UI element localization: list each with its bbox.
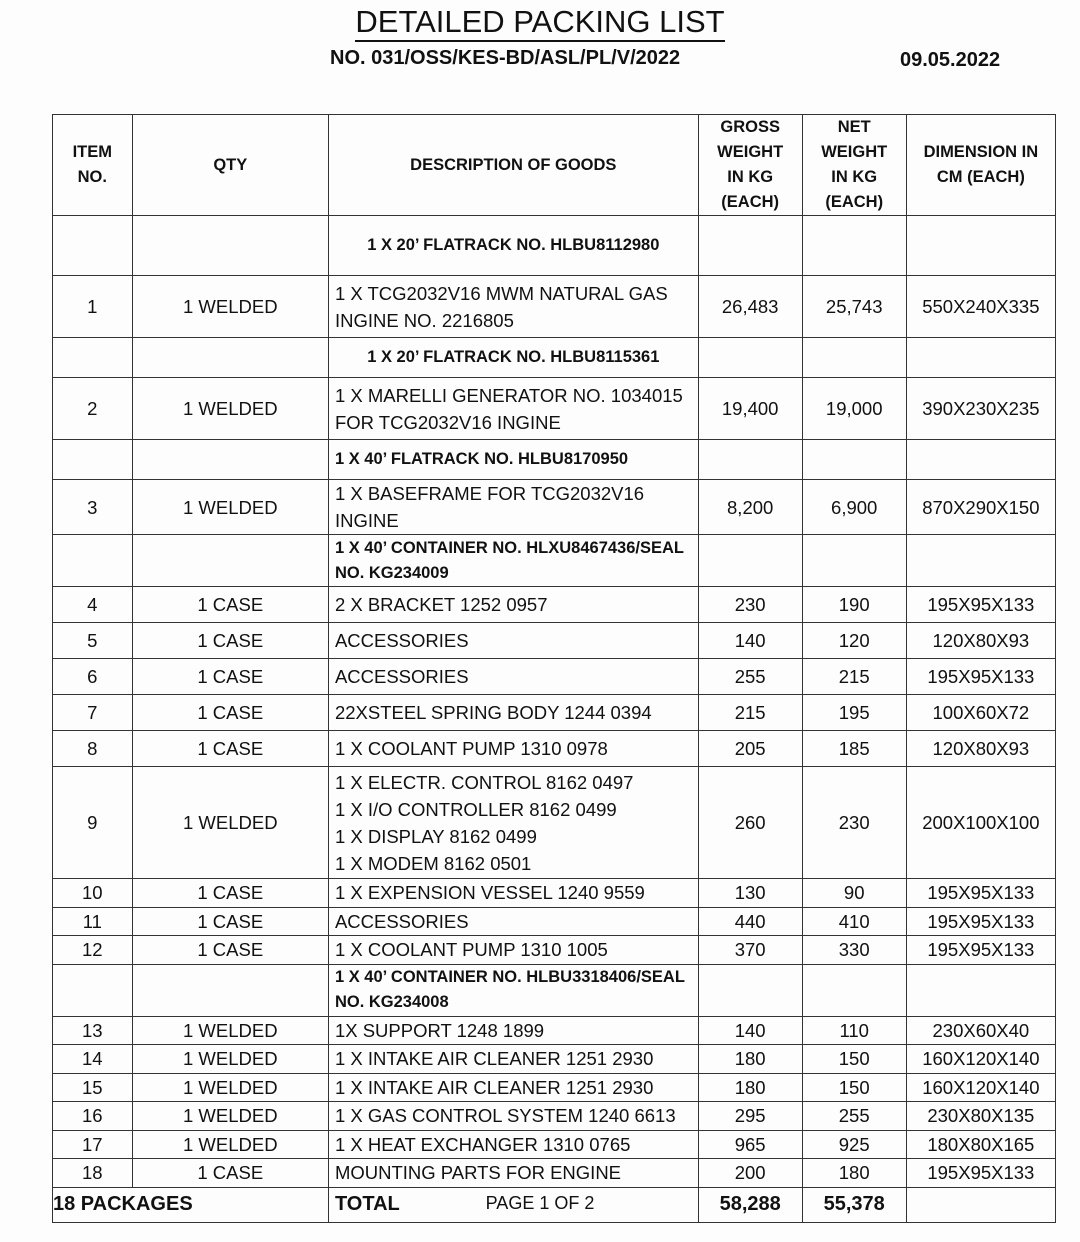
net-weight: 185 [802, 731, 906, 767]
header-dimension: DIMENSION IN CM (EACH) [906, 115, 1055, 216]
table-body [53, 216, 1056, 1223]
net-weight: 330 [802, 936, 906, 965]
gross-weight: 8,200 [698, 480, 802, 535]
dimension: 120X80X93 [906, 731, 1055, 767]
dimension: 120X80X93 [906, 623, 1055, 659]
net-weight: 110 [802, 1016, 906, 1045]
dimension: 195X95X133 [906, 879, 1055, 908]
table-row [53, 1102, 1056, 1131]
qty: 1 WELDED [132, 378, 328, 440]
description: 2 X BRACKET 1252 0957 [328, 587, 698, 623]
table-row [53, 1045, 1056, 1074]
gross-weight: 230 [698, 587, 802, 623]
item-no: 14 [53, 1045, 133, 1074]
qty: 1 WELDED [132, 1045, 328, 1074]
table-row [53, 1073, 1056, 1102]
qty: 1 WELDED [132, 480, 328, 535]
net-weight: 6,900 [802, 480, 906, 535]
table-row [53, 480, 1056, 535]
header-qty: QTY [132, 115, 328, 216]
qty: 1 WELDED [132, 276, 328, 338]
section-label: 1 X 40’ FLATRACK NO. HLBU8170950 [328, 440, 698, 480]
description: ACCESSORIES [328, 623, 698, 659]
qty: 1 CASE [132, 907, 328, 936]
item-no: 18 [53, 1159, 133, 1188]
table-row [53, 907, 1056, 936]
reference-number: NO. 031/OSS/KES-BD/ASL/PL/V/2022 [330, 47, 681, 69]
table-row [53, 695, 1056, 731]
section-label: 1 X 20’ FLATRACK NO. HLBU8112980 [328, 216, 698, 276]
gross-weight: 26,483 [698, 276, 802, 338]
gross-weight: 440 [698, 907, 802, 936]
qty: 1 WELDED [132, 1130, 328, 1159]
description: ACCESSORIES [328, 659, 698, 695]
item-no: 8 [53, 731, 133, 767]
qty: 1 CASE [132, 623, 328, 659]
item-no: 3 [53, 480, 133, 535]
header-net-weight: NET WEIGHT IN KG (EACH) [802, 115, 906, 216]
net-weight: 150 [802, 1073, 906, 1102]
section-header-row [53, 216, 1056, 276]
dimension: 160X120X140 [906, 1073, 1055, 1102]
table-row [53, 767, 1056, 879]
item-no: 15 [53, 1073, 133, 1102]
table-row [53, 936, 1056, 965]
table-row [53, 276, 1056, 338]
section-header-row [53, 535, 1056, 587]
dimension: 390X230X235 [906, 378, 1055, 440]
description: 1 X MARELLI GENERATOR NO. 1034015 FOR TCG2032V16 INGINE [328, 378, 698, 440]
header-gross-weight: GROSS WEIGHT IN KG (EACH) [698, 115, 802, 216]
net-weight: 215 [802, 659, 906, 695]
table-row [53, 1159, 1056, 1188]
dimension: 195X95X133 [906, 659, 1055, 695]
item-no: 9 [53, 767, 133, 879]
gross-weight: 370 [698, 936, 802, 965]
description: ACCESSORIES [328, 907, 698, 936]
net-weight: 410 [802, 907, 906, 936]
total-packages: 18 PACKAGES [53, 1187, 329, 1222]
table-row [53, 623, 1056, 659]
qty: 1 CASE [132, 695, 328, 731]
description: 1 X ELECTR. CONTROL 8162 0497 1 X I/O CONTROLLER 8162 0499 1 X DISPLAY 8162 0499 1 X MODEM 8162 0501 [328, 767, 698, 879]
packing-list-table [52, 114, 1056, 1223]
qty: 1 CASE [132, 731, 328, 767]
description: 1 X HEAT EXCHANGER 1310 0765 [328, 1130, 698, 1159]
dimension: 870X290X150 [906, 480, 1055, 535]
net-weight: 255 [802, 1102, 906, 1131]
qty: 1 CASE [132, 936, 328, 965]
net-weight: 180 [802, 1159, 906, 1188]
table-header-row [53, 115, 1056, 216]
description: 1 X EXPENSION VESSEL 1240 9559 [328, 879, 698, 908]
dimension: 180X80X165 [906, 1130, 1055, 1159]
item-no: 11 [53, 907, 133, 936]
item-no: 13 [53, 1016, 133, 1045]
item-no: 10 [53, 879, 133, 908]
section-label: 1 X 40’ CONTAINER NO. HLBU3318406/SEAL NO. KG234008 [328, 964, 698, 1016]
description: 1 X COOLANT PUMP 1310 0978 [328, 731, 698, 767]
description: MOUNTING PARTS FOR ENGINE [328, 1159, 698, 1188]
table-row [53, 1016, 1056, 1045]
item-no: 6 [53, 659, 133, 695]
section-header-row [53, 338, 1056, 378]
section-label: 1 X 20’ FLATRACK NO. HLBU8115361 [328, 338, 698, 378]
header-item-no: ITEM NO. [53, 115, 133, 216]
table-row [53, 587, 1056, 623]
table-row [53, 1130, 1056, 1159]
section-label: 1 X 40’ CONTAINER NO. HLXU8467436/SEAL NO. KG234009 [328, 535, 698, 587]
item-no: 12 [53, 936, 133, 965]
dimension: 160X120X140 [906, 1045, 1055, 1074]
item-no: 2 [53, 378, 133, 440]
item-no: 4 [53, 587, 133, 623]
dimension: 200X100X100 [906, 767, 1055, 879]
total-gross-weight: 58,288 [698, 1187, 802, 1222]
dimension: 550X240X335 [906, 276, 1055, 338]
gross-weight: 140 [698, 1016, 802, 1045]
net-weight: 230 [802, 767, 906, 879]
dimension: 195X95X133 [906, 1159, 1055, 1188]
dimension: 230X80X135 [906, 1102, 1055, 1131]
net-weight: 925 [802, 1130, 906, 1159]
table-row [53, 879, 1056, 908]
item-no: 16 [53, 1102, 133, 1131]
gross-weight: 260 [698, 767, 802, 879]
qty: 1 CASE [132, 879, 328, 908]
net-weight: 190 [802, 587, 906, 623]
description: 1X SUPPORT 1248 1899 [328, 1016, 698, 1045]
total-label: TOTAL [328, 1187, 698, 1222]
description: 1 X INTAKE AIR CLEANER 1251 2930 [328, 1045, 698, 1074]
qty: 1 CASE [132, 587, 328, 623]
gross-weight: 205 [698, 731, 802, 767]
dimension: 195X95X133 [906, 587, 1055, 623]
total-net-weight: 55,378 [802, 1187, 906, 1222]
item-no: 7 [53, 695, 133, 731]
dimension: 195X95X133 [906, 907, 1055, 936]
table-row [53, 378, 1056, 440]
document-date: 09.05.2022 [900, 49, 1001, 71]
item-no: 5 [53, 623, 133, 659]
description: 1 X BASEFRAME FOR TCG2032V16 INGINE [328, 480, 698, 535]
gross-weight: 295 [698, 1102, 802, 1131]
net-weight: 195 [802, 695, 906, 731]
net-weight: 19,000 [802, 378, 906, 440]
table-row [53, 731, 1056, 767]
description: 1 X TCG2032V16 MWM NATURAL GAS INGINE NO. 2216805 [328, 276, 698, 338]
gross-weight: 180 [698, 1073, 802, 1102]
qty: 1 WELDED [132, 1016, 328, 1045]
document-title: DETAILED PACKING LIST [0, 4, 1080, 42]
gross-weight: 965 [698, 1130, 802, 1159]
dimension: 195X95X133 [906, 936, 1055, 965]
dimension: 100X60X72 [906, 695, 1055, 731]
gross-weight: 140 [698, 623, 802, 659]
description: 1 X COOLANT PUMP 1310 1005 [328, 936, 698, 965]
header-description: DESCRIPTION OF GOODS [328, 115, 698, 216]
qty: 1 WELDED [132, 1102, 328, 1131]
description: 1 X INTAKE AIR CLEANER 1251 2930 [328, 1073, 698, 1102]
item-no: 17 [53, 1130, 133, 1159]
description: 22XSTEEL SPRING BODY 1244 0394 [328, 695, 698, 731]
gross-weight: 19,400 [698, 378, 802, 440]
qty: 1 CASE [132, 659, 328, 695]
gross-weight: 215 [698, 695, 802, 731]
section-header-row [53, 440, 1056, 480]
gross-weight: 200 [698, 1159, 802, 1188]
dimension: 230X60X40 [906, 1016, 1055, 1045]
qty: 1 CASE [132, 1159, 328, 1188]
table-row [53, 659, 1056, 695]
description: 1 X GAS CONTROL SYSTEM 1240 6613 [328, 1102, 698, 1131]
net-weight: 25,743 [802, 276, 906, 338]
qty: 1 WELDED [132, 1073, 328, 1102]
section-header-row [53, 964, 1056, 1016]
qty: 1 WELDED [132, 767, 328, 879]
net-weight: 90 [802, 879, 906, 908]
gross-weight: 180 [698, 1045, 802, 1074]
page-number: PAGE 1 OF 2 [485, 1193, 595, 1213]
net-weight: 150 [802, 1045, 906, 1074]
item-no: 1 [53, 276, 133, 338]
net-weight: 120 [802, 623, 906, 659]
gross-weight: 255 [698, 659, 802, 695]
gross-weight: 130 [698, 879, 802, 908]
